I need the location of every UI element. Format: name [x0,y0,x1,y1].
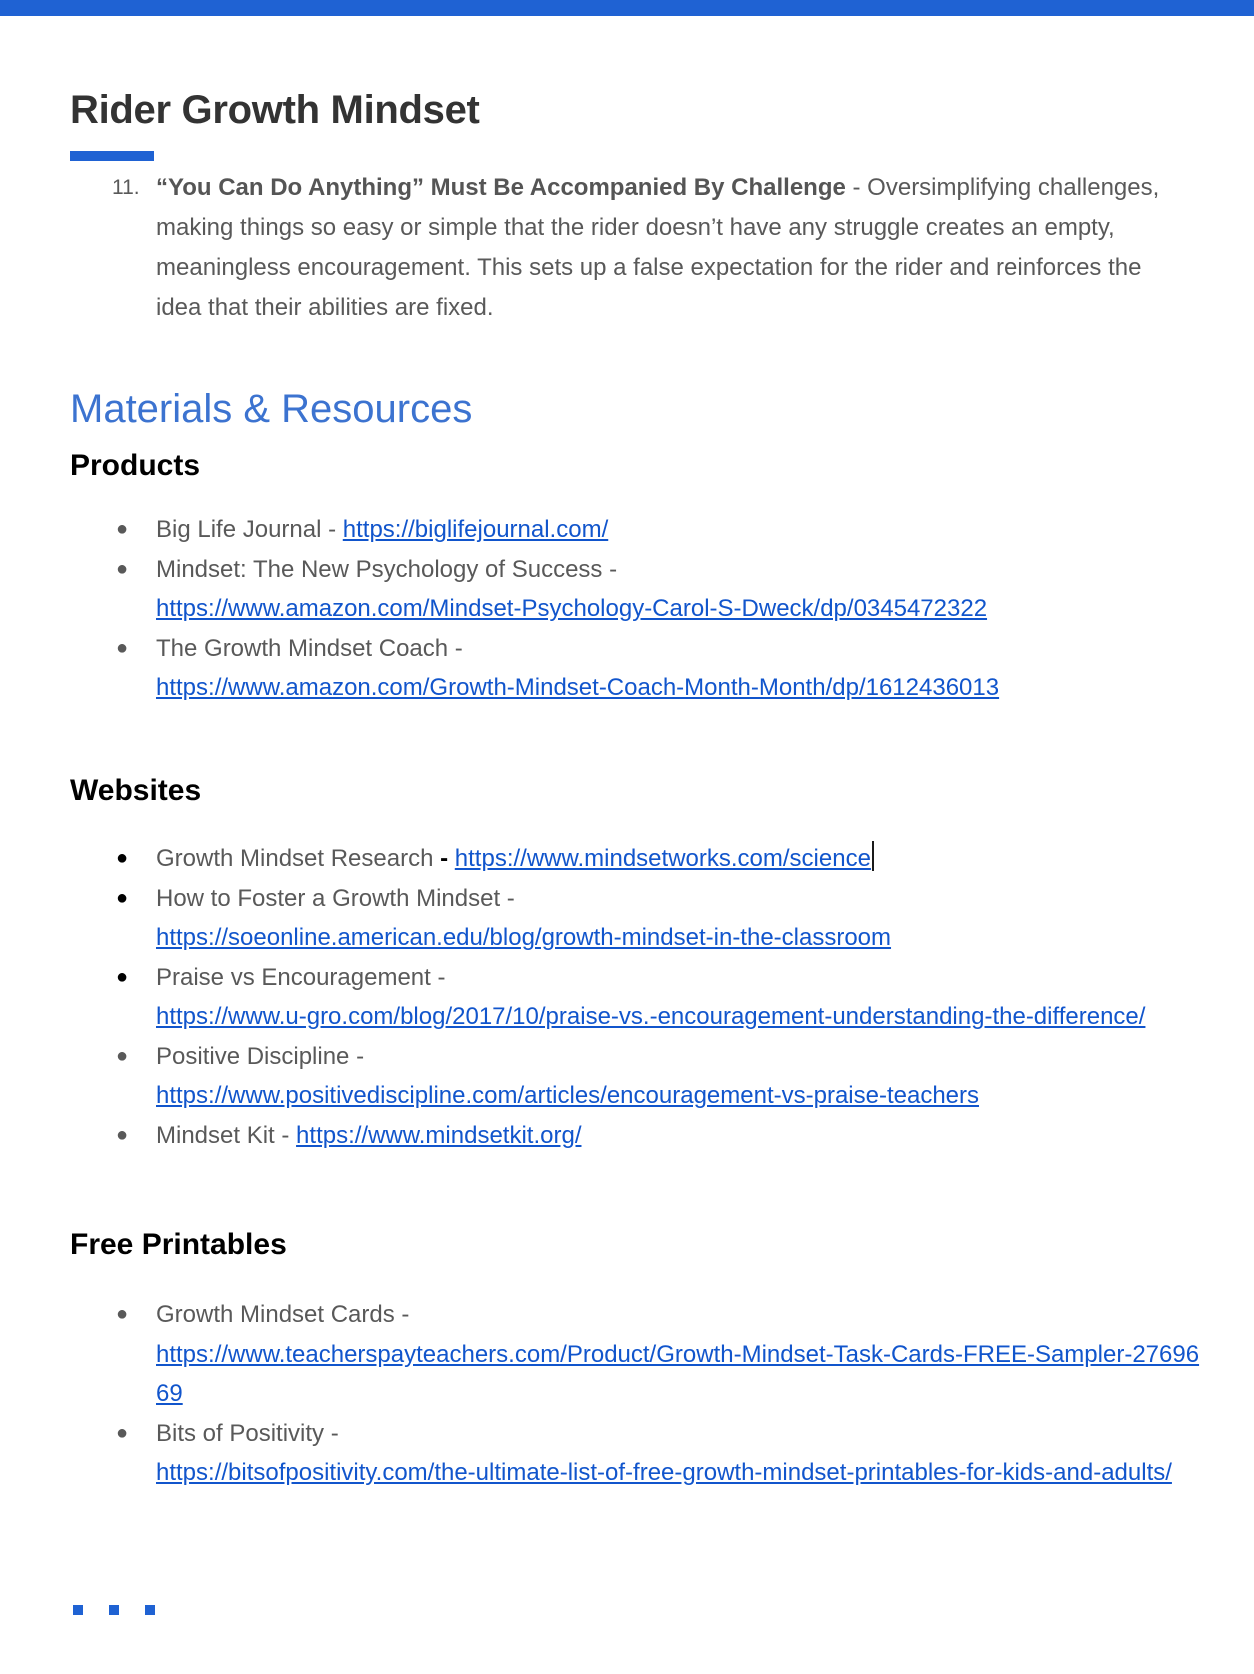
resource-link[interactable]: https://biglifejournal.com/ [342,516,609,543]
free-printables-heading: Free Printables [70,1228,287,1261]
products-heading: Products [70,449,201,482]
printables-list [70,1295,1200,1493]
list-item-lead: “You Can Do Anything” Must Be Accompanied By Challenge [156,174,846,201]
resource-label: How to Foster a Growth Mindset - [156,884,515,912]
bullet-icon: ● [116,557,129,580]
square-dot-icon [73,1605,83,1615]
title-underline-rule [70,151,154,161]
bullet-icon: ● [116,1044,129,1067]
resource-link[interactable]: https://www.positivediscipline.com/articles/encouragement-vs-praise-teachers [156,1082,980,1109]
resource-link[interactable]: https://soeonline.american.edu/blog/growth-mindset-in-the-classroom [156,924,892,951]
list-item [70,1414,1200,1493]
resource-label: Bits of Positivity - [156,1419,339,1447]
list-item [70,1295,1200,1414]
list-item [70,629,1200,708]
resource-label: Big Life Journal - [156,516,343,543]
resource-label: Mindset: The New Psychology of Success - [156,555,618,583]
square-dot-icon [109,1605,119,1615]
bullet-icon: ● [116,1123,129,1146]
bullet-icon: ● [116,518,129,540]
list-item-body: - Oversimplifying challenges, making things so easy or simple that the rider doesn’t have any struggle creates an empty, meaningless encouragement. This sets up a false expectation for the rider and reinforces the idea that their abilities are fixed. [156,174,1160,321]
resource-label: The Growth Mindset Coach - [156,634,463,662]
resource-link[interactable]: https://www.amazon.com/Mindset-Psychology-Carol-S-Dweck/dp/0345472322 [156,595,988,622]
products-list [70,510,1200,708]
websites-list [70,839,1200,1155]
resource-link[interactable]: https://www.teacherspayteachers.com/Product/Growth-Mindset-Task-Cards-FREE-Sampler-2769669 [156,1340,1200,1407]
websites-heading: Websites [70,774,202,807]
resource-label: Growth Mindset Cards - [156,1301,410,1328]
list-item [70,958,1200,1037]
resource-link[interactable]: https://www.u-gro.com/blog/2017/10/praise-vs.-encouragement-understanding-the-difference/ [156,1003,1146,1030]
top-accent-bar [0,0,1254,16]
bullet-icon: ● [116,886,129,909]
bullet-icon: ● [116,847,129,869]
materials-resources-heading: Materials & Resources [70,387,473,431]
footer-decoration [73,1602,181,1620]
resource-link[interactable]: https://www.mindsetworks.com/science [454,845,871,872]
list-item [70,550,1200,629]
resource-link[interactable]: https://www.amazon.com/Growth-Mindset-Coach-Month-Month/dp/1612436013 [156,674,1000,701]
list-item [70,879,1200,958]
bullet-icon: ● [116,1421,129,1444]
list-item [70,510,1200,550]
resource-link[interactable]: https://bitsofpositivity.com/the-ultimate-list-of-free-growth-mindset-printables-for-kids-and-adults/ [156,1459,1172,1486]
resource-label: Mindset Kit - [156,1121,297,1149]
resource-link[interactable]: https://www.mindsetkit.org/ [296,1121,582,1149]
text-cursor [872,841,874,871]
bullet-icon: ● [116,636,129,659]
bullet-icon: ● [116,1303,129,1325]
list-item [70,839,1200,879]
separator-dash: - [440,845,449,872]
list-item [70,1037,1200,1116]
page-title: Rider Growth Mindset [70,88,480,132]
bullet-icon: ● [116,965,129,988]
list-item [70,1116,1200,1156]
resource-label: Praise vs Encouragement - [156,963,446,991]
resource-label: Positive Discipline - [156,1042,365,1070]
list-number: 11. [112,176,140,199]
square-dot-icon [145,1605,155,1615]
list-item-text [156,168,1172,328]
numbered-list-item [112,168,1172,328]
resource-label: Growth Mindset Research [156,845,441,872]
